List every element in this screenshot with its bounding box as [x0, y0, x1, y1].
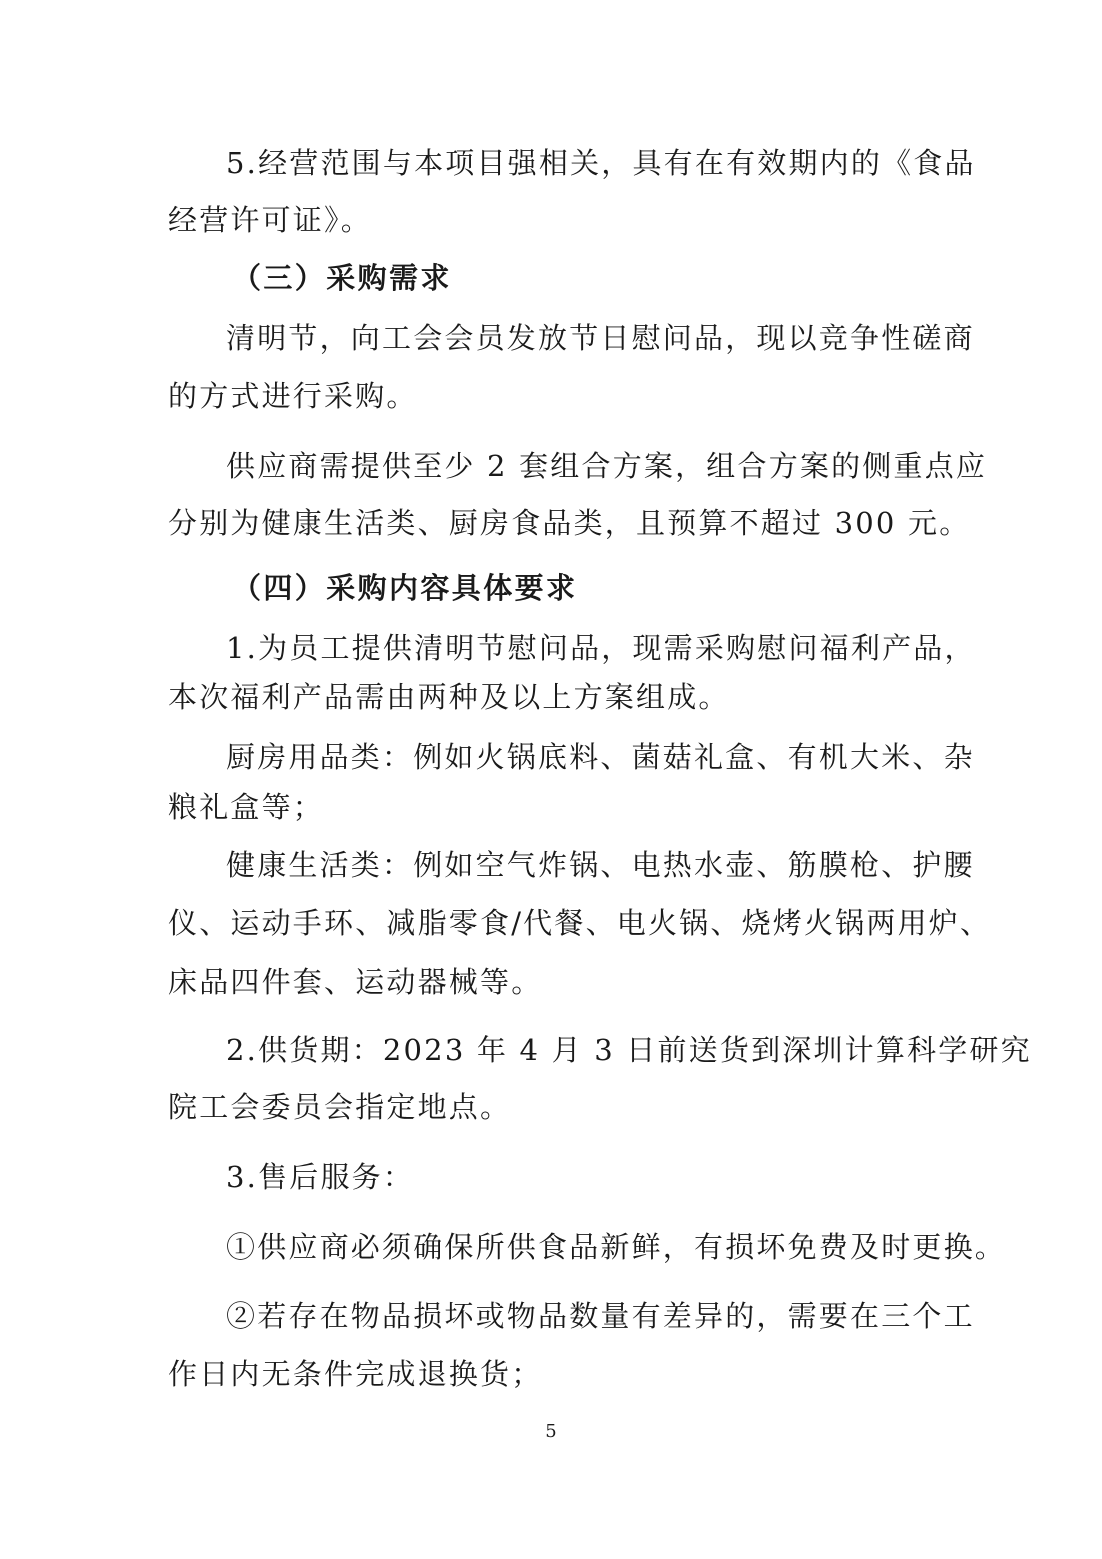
paragraph-line: 5.经营范围与本项目强相关，具有在有效期内的《食品: [226, 146, 976, 180]
paragraph-line: 2.供货期：2023 年 4 月 3 日前送货到深圳计算科学研究: [226, 1033, 1032, 1067]
paragraph-line: ②若存在物品损坏或物品数量有差异的，需要在三个工: [226, 1299, 975, 1333]
paragraph-line: 健康生活类：例如空气炸锅、电热水壶、筋膜枪、护腰: [226, 848, 975, 882]
paragraph-line: 分别为健康生活类、厨房食品类，且预算不超过 300 元。: [168, 506, 971, 540]
paragraph-line: 院工会委员会指定地点。: [168, 1090, 512, 1124]
section-heading: （三）采购需求: [232, 261, 452, 295]
paragraph-line: 作日内无条件完成退换货；: [168, 1357, 543, 1391]
paragraph-line: 3.售后服务：: [226, 1160, 415, 1194]
paragraph-line: 粮礼盒等；: [168, 790, 325, 824]
paragraph-line: 床品四件套、运动器械等。: [168, 965, 543, 999]
paragraph-line: 1.为员工提供清明节慰问品，现需采购慰问福利产品，: [226, 631, 976, 665]
paragraph-line: 本次福利产品需由两种及以上方案组成。: [168, 680, 730, 714]
page-number: 5: [545, 1421, 557, 1442]
paragraph-line: 的方式进行采购。: [168, 379, 418, 413]
paragraph-line: 清明节，向工会会员发放节日慰问品，现以竞争性磋商: [226, 321, 975, 355]
paragraph-line: ①供应商必须确保所供食品新鲜，有损坏免费及时更换。: [226, 1230, 1007, 1264]
paragraph-line: 经营许可证》。: [168, 203, 372, 237]
paragraph-line: 厨房用品类：例如火锅底料、菌菇礼盒、有机大米、杂: [226, 740, 975, 774]
section-heading: （四）采购内容具体要求: [232, 571, 578, 605]
paragraph-line: 供应商需提供至少 2 套组合方案，组合方案的侧重点应: [226, 449, 988, 483]
paragraph-line: 仪、运动手环、减脂零食/代餐、电火锅、烧烤火锅两用炉、: [168, 906, 992, 940]
